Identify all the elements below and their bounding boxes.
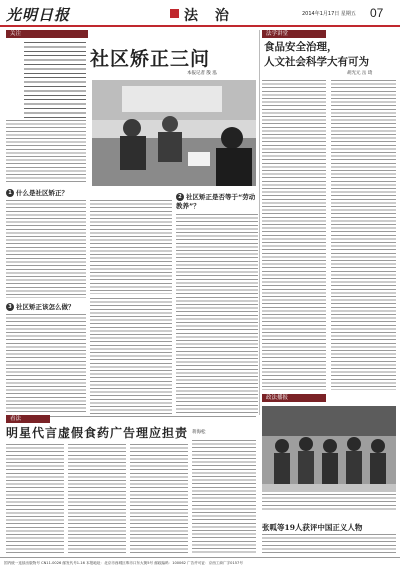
page-number: 07 bbox=[370, 6, 384, 20]
body-text-col1a bbox=[6, 200, 86, 256]
subhead-2 bbox=[176, 193, 260, 211]
photo-news-text bbox=[262, 534, 396, 554]
body-text-col3 bbox=[176, 214, 258, 414]
issue-date: 2014年1月17日 星期五 bbox=[302, 11, 356, 17]
subhead-1 bbox=[6, 188, 68, 197]
article-title: 社区矫正三问 bbox=[90, 48, 211, 70]
commentary-byline: 胡光元 岳 琦 bbox=[347, 71, 373, 76]
column-label-photo-news: 政法播报 bbox=[262, 394, 326, 402]
opinion-text-col4 bbox=[192, 440, 256, 554]
body-text-col1c bbox=[6, 314, 86, 414]
page-footer: 国内统一连续出版物号 CN11-0026 邮发代号1-16 本报地址：北京市西城区珠市口东大街5号 邮政编码：100062 广告许可证：京西工商广字0157号 bbox=[0, 557, 400, 567]
subhead-2-text: 社区矫正是否等于“劳动教养”？ bbox=[176, 193, 256, 210]
opinion-byline: 蒋海松 bbox=[192, 430, 206, 435]
subhead-3 bbox=[6, 302, 75, 311]
section-marker-icon bbox=[170, 9, 179, 18]
photo-caption bbox=[262, 494, 396, 510]
commentary-title-line1: 食品安全治理， bbox=[264, 41, 338, 53]
column-label-law-lecture: 法学讲堂 bbox=[262, 30, 326, 38]
section-number-badge: 2 bbox=[176, 193, 184, 201]
newspaper-logo: 光明日报 bbox=[6, 6, 71, 24]
opinion-text-col1 bbox=[6, 444, 64, 554]
section-number-badge: 3 bbox=[6, 303, 14, 311]
intro-text bbox=[24, 42, 86, 118]
header-rule bbox=[0, 25, 400, 27]
article-byline: 本报记者 殷 泓 bbox=[187, 71, 217, 76]
masthead bbox=[0, 0, 400, 26]
opinion-text-col2 bbox=[68, 444, 126, 554]
photo-caption-text bbox=[6, 120, 86, 182]
section-title: 法 治 bbox=[184, 8, 235, 24]
courtroom-photo bbox=[92, 80, 256, 186]
commentary-title-line2: 人文社会科学大有可为 bbox=[264, 56, 369, 68]
award-ceremony-photo bbox=[262, 406, 396, 492]
column-label-focus: 关注 bbox=[6, 30, 88, 38]
commentary-text-col1 bbox=[262, 80, 326, 390]
opinion-headline: 明星代言虚假食药广告理应担责 bbox=[6, 426, 189, 440]
opinion-text-col3 bbox=[130, 444, 188, 554]
body-text-col1b bbox=[6, 258, 86, 298]
column-divider bbox=[259, 30, 260, 415]
subhead-1-text: 什么是社区矫正？ bbox=[16, 189, 68, 197]
commentary-text-col2 bbox=[331, 80, 396, 390]
subhead-3-text: 社区矫正该怎么做？ bbox=[16, 303, 75, 311]
section-number-badge: 1 bbox=[6, 189, 14, 197]
photo-news-headline: 张呱等19人获评中国正义人物 bbox=[262, 523, 363, 532]
column-label-opinion: 看法 bbox=[6, 415, 50, 423]
body-text-col2a bbox=[90, 200, 172, 294]
body-text-col2b bbox=[90, 298, 172, 414]
